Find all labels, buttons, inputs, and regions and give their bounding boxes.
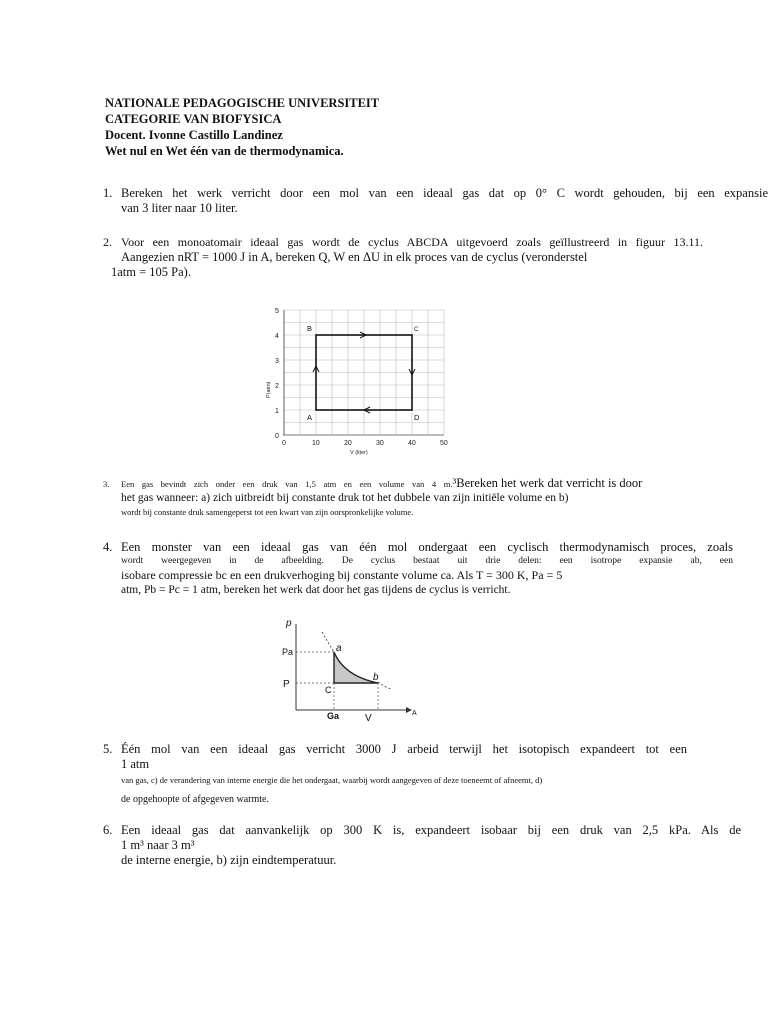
question-text: Aangezien nRT = 1000 J in A, bereken Q, W en ΔU in elk proces van de cyclus (veronderstel bbox=[121, 250, 588, 264]
point-label-c: C bbox=[325, 685, 332, 695]
university-name: NATIONALE PEDAGOGISCHE UNIVERSITEIT bbox=[105, 96, 380, 110]
question-number: 5. bbox=[103, 742, 113, 756]
question-text: 1atm = 105 Pa). bbox=[111, 265, 191, 279]
pa-label: Pa bbox=[282, 647, 294, 657]
question-text: 1 atm bbox=[121, 757, 150, 771]
question-number: 4. bbox=[103, 540, 113, 554]
pv-triangle-figure bbox=[278, 614, 423, 724]
question-text: de interne energie, b) zijn eindtemperatuur. bbox=[121, 853, 337, 867]
point-label-d: D bbox=[414, 413, 420, 422]
x-tick-label: 10 bbox=[312, 440, 320, 447]
y-tick-label: 5 bbox=[275, 308, 279, 315]
y-tick-label: 4 bbox=[275, 333, 279, 340]
x-tick-label: 40 bbox=[408, 440, 416, 447]
point-label-a: A bbox=[307, 413, 313, 422]
y-tick-label: 2 bbox=[275, 383, 279, 390]
x-tick-label: 0 bbox=[282, 440, 286, 447]
point-label-a: a bbox=[336, 643, 342, 654]
question-6 bbox=[103, 823, 741, 868]
question-5 bbox=[103, 742, 687, 807]
question-4 bbox=[103, 540, 733, 598]
point-label-b: B bbox=[307, 324, 313, 333]
cycle-area bbox=[334, 652, 378, 683]
question-text: Een gas bevindt zich onder een druk van 1,5 atm en een volume van 4 m. bbox=[121, 479, 453, 489]
x-tick-label: 20 bbox=[344, 440, 352, 447]
question-text: het gas wanneer: a) zich uitbreidt bij constante druk tot het dubbele van zijn initiële volume en b) bbox=[121, 492, 569, 504]
question-text: isobare compressie bc en een drukverhoging bij constante volume ca. Als T = 300 K, Pa = 5 bbox=[121, 568, 563, 582]
question-number: 2. bbox=[103, 235, 112, 249]
y-tick-label: 3 bbox=[275, 358, 279, 365]
question-number: 1. bbox=[103, 186, 113, 200]
question-text: Een monster van een ideaal gas van één mol ondergaat een cyclisch thermodynamisch proces, zoals bbox=[121, 540, 733, 554]
question-3 bbox=[103, 476, 723, 518]
question-text: 1 m³ naar 3 m³ bbox=[121, 838, 195, 852]
question-text: Voor een monoatomair ideaal gas wordt de cyclus ABCDA uitgevoerd zoals geïllustreerd in figuur 13.11. bbox=[121, 235, 703, 249]
question-text: Één mol van een ideaal gas verricht 3000 J arbeid terwijl het isotopisch expandeert tot een bbox=[121, 742, 687, 756]
document-header bbox=[105, 95, 379, 159]
question-text: Een ideaal gas dat aanvankelijk op 300 K is, expandeert isobaar bij een druk van 2,5 kPa. Als de bbox=[121, 823, 741, 837]
department-name: CATEGORIE VAN BIOFYSICA bbox=[105, 112, 282, 126]
question-text: ³Bereken het werk dat verricht is door bbox=[452, 476, 643, 490]
p-axis-label: p bbox=[286, 618, 292, 629]
question-text: wordt bij constante druk samengeperst tot een kwart van zijn oorspronkelijke volume. bbox=[121, 507, 414, 517]
question-text: atm, Pb = Pc = 1 atm, bereken het werk dat door het gas tijdens de cyclus is verricht. bbox=[121, 584, 511, 596]
question-text: van gas, c) de verandering van interne energie die het ondergaat, waarbij wordt aangegeven of deze toeneemt of afneemt, d) bbox=[121, 775, 543, 785]
teacher-name: Docent. Ivonne Castillo Landinez bbox=[105, 128, 283, 142]
ga-label: Ga bbox=[327, 711, 340, 721]
y-axis-label: P(atm) bbox=[266, 381, 272, 398]
y-tick-label: 1 bbox=[275, 408, 279, 415]
y-tick-label: 0 bbox=[275, 433, 279, 440]
question-2 bbox=[103, 235, 703, 280]
question-text: de opgehoopte of afgegeven warmte. bbox=[121, 794, 269, 805]
question-text: van 3 liter naar 10 liter. bbox=[121, 201, 238, 215]
x-tick-label: 30 bbox=[376, 440, 384, 447]
x-axis-label: V (liter) bbox=[350, 450, 368, 456]
question-text: wordt weergegeven in de afbeelding. De cyclus bestaat uit drie delen: een isotrope expansie ab, een bbox=[121, 556, 733, 566]
v-label: V bbox=[365, 713, 372, 724]
point-label-b: b bbox=[373, 672, 379, 683]
p-label: P bbox=[283, 679, 290, 690]
pv-cycle-figure bbox=[262, 302, 462, 462]
question-text: Bereken het werk verricht door een mol van een ideaal gas dat op 0° C wordt gehouden, bij een expansie bbox=[121, 186, 768, 200]
x-tick-label: 50 bbox=[440, 440, 448, 447]
point-label-c: C bbox=[414, 327, 419, 333]
question-1 bbox=[103, 186, 768, 216]
x-axis-label: A bbox=[412, 710, 417, 717]
question-number: 3. bbox=[103, 479, 110, 489]
document-title: Wet nul en Wet één van de thermodynamica. bbox=[105, 144, 344, 158]
question-number: 6. bbox=[103, 823, 113, 837]
